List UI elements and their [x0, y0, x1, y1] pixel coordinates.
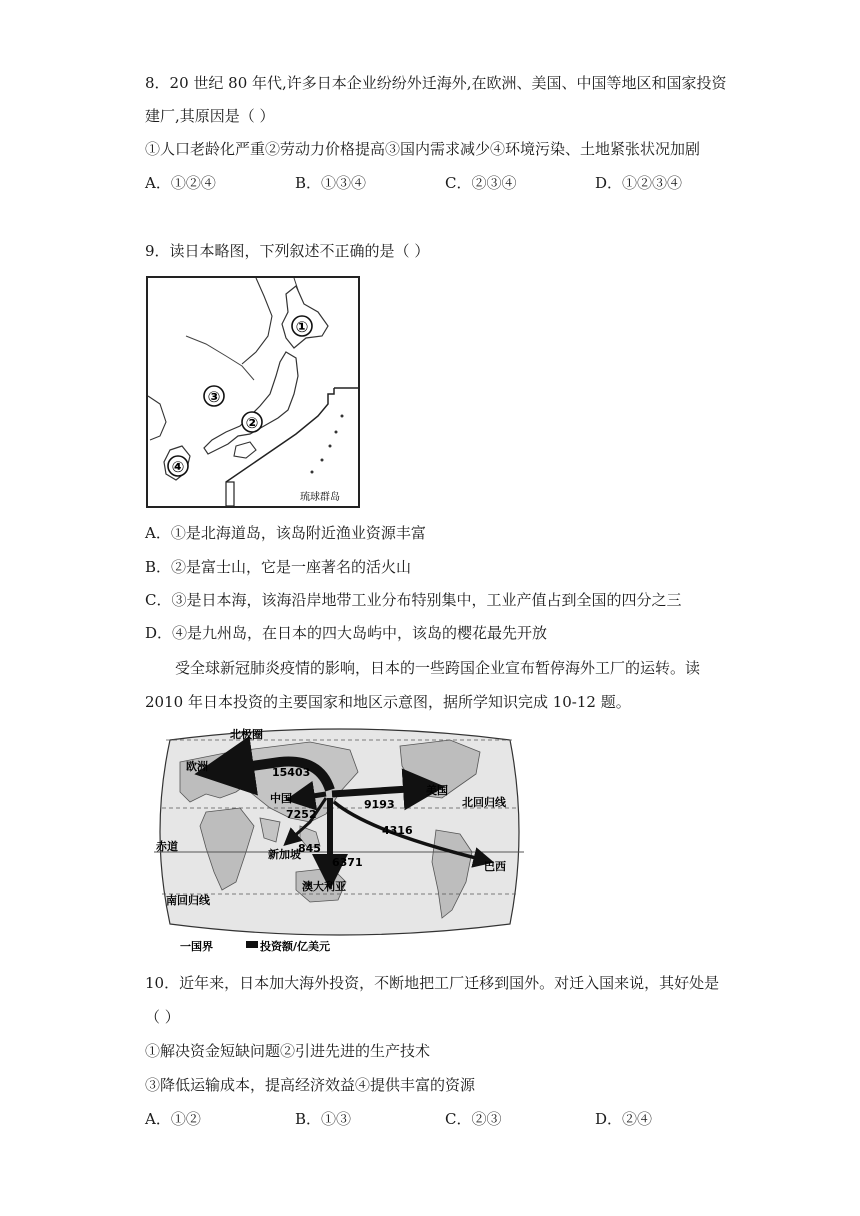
q9-option-b: B．②是富士山，它是一座著名的活火山	[145, 558, 412, 576]
intro-line1: 受全球新冠肺炎疫情的影响，日本的一些跨国企业宣布暂停海外工厂的运转。读	[175, 659, 701, 677]
q10-stem-line1: 10．近年来，日本加大海外投资，不断地把工厂迁移到国外。对迁入国来说，其好处是	[145, 974, 720, 992]
flow-australia: 6371	[332, 856, 363, 869]
label-australia: 澳大利亚	[302, 880, 346, 893]
q9-option-c: C．③是日本海，该海沿岸地带工业分布特别集中，工业产值占到全国的四分之三	[145, 591, 682, 609]
q10-option-a: A．①②	[145, 1110, 201, 1128]
q9-option-d: D．④是九州岛，在日本的四大岛屿中，该岛的樱花最先开放	[145, 624, 548, 642]
flow-usa: 9193	[364, 798, 395, 811]
label-arctic: 北极圈	[230, 728, 263, 741]
q10-option-c: C．②③	[445, 1110, 502, 1128]
q10-option-b: B．①③	[295, 1110, 352, 1128]
q9-option-a: A．①是北海道岛，该岛附近渔业资源丰富	[145, 524, 426, 542]
q8-option-b: B．①③④	[295, 174, 367, 192]
q8-items: ①人口老龄化严重②劳动力价格提高③国内需求减少④环境污染、土地紧张状况加剧	[145, 140, 701, 158]
svg-text:②: ②	[245, 414, 259, 432]
svg-text:①: ①	[295, 318, 309, 336]
flow-brazil: 4316	[382, 824, 413, 837]
flow-singapore: 845	[298, 842, 321, 855]
legend-border: 一国界	[180, 940, 213, 953]
q10-items-line1: ①解决资金短缺问题②引进先进的生产技术	[145, 1042, 431, 1060]
label-usa: 美国	[426, 784, 448, 797]
marker-2	[242, 412, 262, 432]
label-equator: 赤道	[156, 840, 178, 853]
intro-line2: 2010 年日本投资的主要国家和地区示意图，据所学知识完成 10-12 题。	[145, 693, 631, 711]
marker-1	[292, 316, 312, 336]
q10-stem-line2: （ ）	[145, 1008, 180, 1026]
q8-stem-line2: 建厂,其原因是（ ）	[145, 107, 275, 125]
marker-3	[204, 386, 224, 406]
marker-4	[168, 456, 188, 476]
q10-items-line2: ③降低运输成本，提高经济效益④提供丰富的资源	[145, 1076, 476, 1094]
world-investment-map	[150, 722, 528, 954]
flow-europe: 15403	[272, 766, 311, 779]
q8-stem-line1: 8．20 世纪 80 年代,许多日本企业纷纷外迁海外,在欧洲、美国、中国等地区和国家投资	[145, 74, 727, 92]
inset-label: 琉球群岛	[300, 492, 340, 503]
label-tropic-capricorn: 南回归线	[166, 894, 210, 907]
q8-option-c: C．②③④	[445, 174, 517, 192]
q9-stem: 9．读日本略图，下列叙述不正确的是（ ）	[145, 242, 430, 260]
q10-option-d: D．②④	[595, 1110, 653, 1128]
legend-investment: 投资额/亿美元	[260, 940, 331, 953]
label-brazil: 巴西	[484, 860, 506, 873]
svg-text:④: ④	[171, 458, 185, 476]
japan-map	[146, 276, 360, 508]
legend-investment-swatch	[246, 941, 258, 948]
flow-china: 7252	[286, 808, 317, 821]
label-europe: 欧洲	[186, 760, 208, 773]
q8-option-d: D．①②③④	[595, 174, 683, 192]
svg-text:③: ③	[207, 388, 221, 406]
q8-option-a: A．①②④	[145, 174, 216, 192]
label-china: 中国	[270, 792, 292, 805]
label-singapore: 新加坡	[268, 848, 301, 861]
label-tropic-cancer: 北回归线	[462, 796, 506, 809]
